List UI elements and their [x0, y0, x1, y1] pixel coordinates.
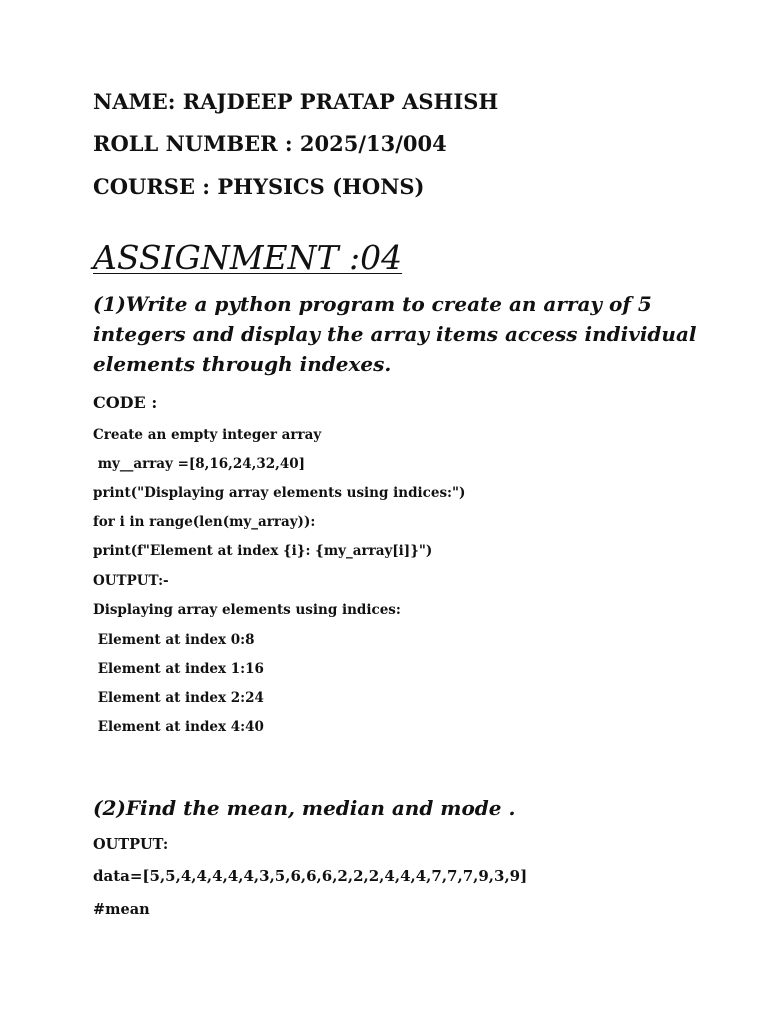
output-label: OUTPUT:-	[93, 573, 169, 589]
output-line: Element at index 4:40	[93, 719, 264, 735]
code-line: my__array =[8,16,24,32,40]	[93, 456, 306, 472]
roll-number: ROLL NUMBER : 2025/13/004	[93, 131, 447, 156]
assignment-title: ASSIGNMENT :04	[93, 238, 403, 277]
output-line: Element at index 0:8	[93, 632, 255, 648]
output-line: Displaying array elements using indices:	[93, 602, 401, 618]
student-name: NAME: RAJDEEP PRATAP ASHISH	[93, 89, 499, 114]
code-line: print("Displaying array elements using indices:")	[93, 485, 466, 501]
question-2: (2)Find the mean, median and mode .	[93, 796, 516, 820]
code-line: Create an empty integer array	[93, 427, 322, 443]
data-list: data=[5,5,4,4,4,4,4,3,5,6,6,6,2,2,2,4,4,4,7,7,7,9,3,9]	[93, 867, 528, 885]
code-line: for i in range(len(my_array)):	[93, 514, 316, 530]
question-2-output-label: OUTPUT:	[93, 836, 169, 853]
mean-comment: #mean	[93, 901, 150, 918]
question-1-line-1: (1)Write a python program to create an array of 5	[93, 292, 652, 316]
code-label: CODE :	[93, 393, 158, 412]
question-1-line-2: integers and display the array items access individual	[93, 322, 697, 346]
output-line: Element at index 1:16	[93, 661, 264, 677]
code-line: print(f"Element at index {i}: {my_array[i]}")	[93, 543, 433, 559]
question-1-line-3: elements through indexes.	[93, 352, 392, 376]
output-line: Element at index 2:24	[93, 690, 264, 706]
course: COURSE : PHYSICS (HONS)	[93, 174, 425, 199]
